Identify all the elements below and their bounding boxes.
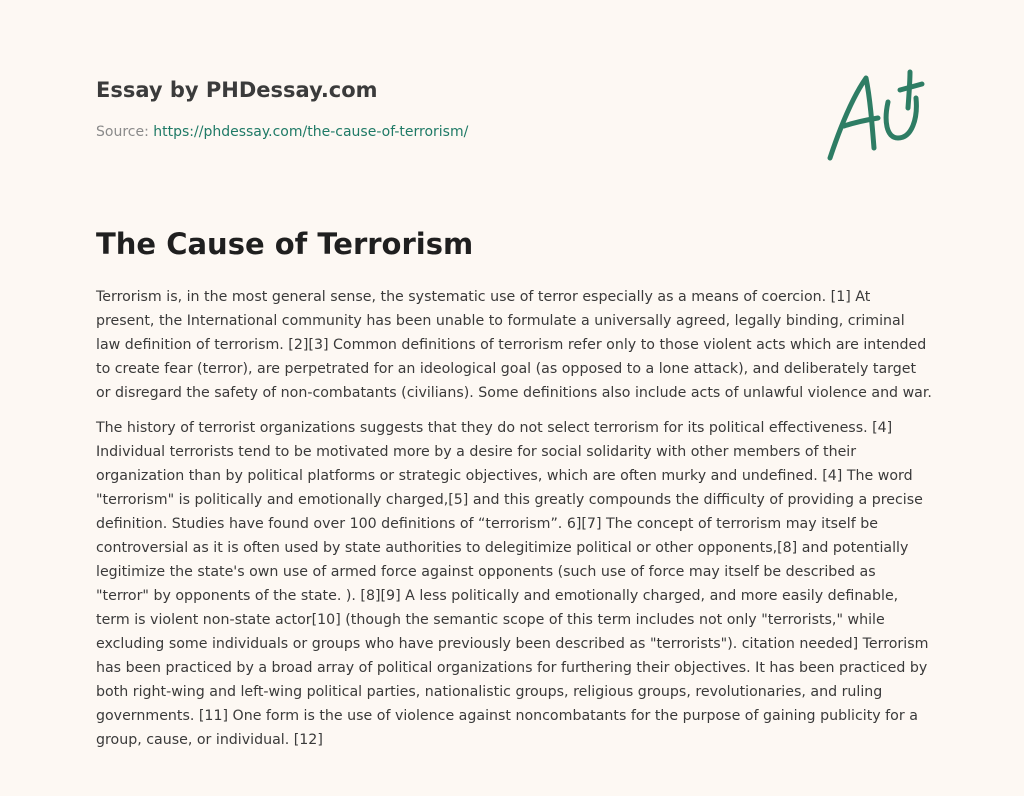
source-label: Source: [96,124,149,140]
source-link[interactable]: https://phdessay.com/the-cause-of-terrorism/ [153,124,469,140]
source-line [96,122,796,142]
site-title: Essay by PHDessay.com [96,78,378,102]
essay-paragraph: Terrorism is, in the most general sense, the systematic use of terror especially as a means of coercion. [1] At present, the International community has been unable to formulate a universally agreed, legally binding, criminal law definition of terrorism. [2][3] Common definitions of terrorism refer only to those violent acts which are intended to create fear (terror), are perpetrated for an ideological goal (as opposed to a lone attack), and deliberately target or disregard the safety of non-combatants (civilians). Some definitions also include acts of unlawful violence and war. [96,289,932,401]
a-plus-logo-icon [822,68,932,164]
essay-title: The Cause of Terrorism [96,227,474,261]
page-header [96,74,796,142]
essay-paragraph: The history of terrorist organizations suggests that they do not select terrorism for its political effectiveness. [4] Individual terrorists tend to be motivated more by a desire for social solidarity with other members of their organization than by political platforms or strategic objectives, which are often murky and undefined. [4] The word "terrorism" is politically and emotionally charged,[5] and this greatly compounds the difficulty of providing a precise definition. Studies have found over 100 definitions of “terrorism”. 6][7] The concept of terrorism may itself be controversial as it is often used by state authorities to delegitimize political or other opponents,[8] and potentially legitimize the state's own use of armed force against opponents (such use of force may itself be described as "terror" by opponents of the state. ). [8][9] A less politically and emotionally charged, and more easily definable, term is violent non-state actor[10] (though the semantic scope of this term includes not only "terrorists," while excluding some individuals or groups who have previously been described as "terrorists"). citation needed] Terrorism has been practiced by a broad array of political organizations for furthering their objectives. It has been practiced by both right-wing and left-wing political parties, nationalistic groups, religious groups, revolutionaries, and ruling governments. [11] One form is the use of violence against noncombatants for the purpose of gaining publicity for a group, cause, or individual. [12] [96,420,929,748]
essay-body [96,285,932,763]
